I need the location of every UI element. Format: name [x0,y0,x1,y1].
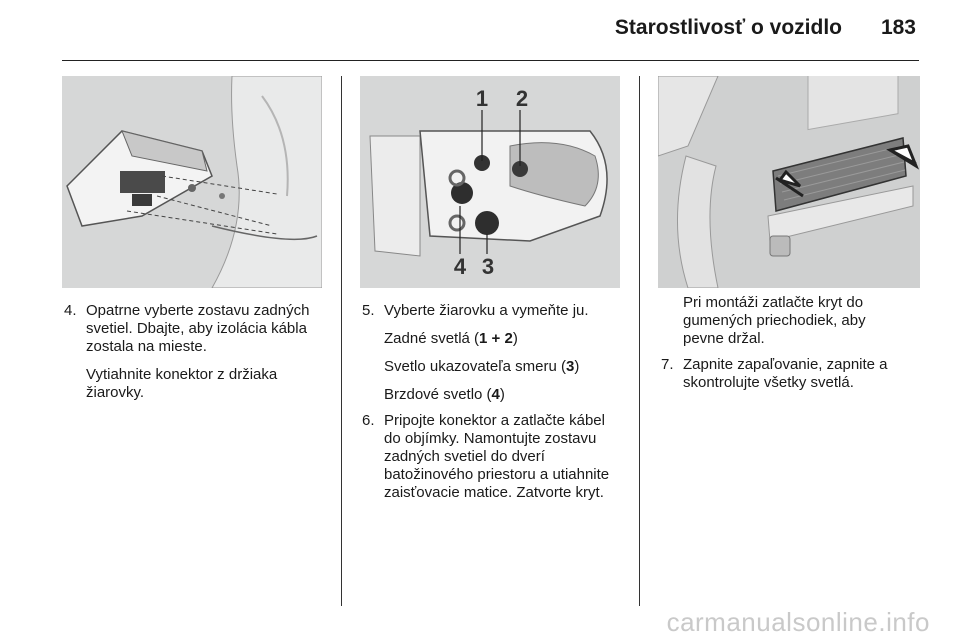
column-3-text [661,294,901,392]
column-divider-right [639,76,640,606]
brake-light-close: ) [499,386,505,403]
step-4 [64,302,326,356]
header-divider [62,60,919,61]
step-4-subtext: Vytiahnite konektor z držiaka žiarovky. [86,366,278,401]
turn-signal-line [362,358,624,376]
cover-install-note: Pri montáži zatlačte kryt do gumených priechodiek, aby pevne držal. [683,294,866,347]
step-4-number: 4. [64,302,77,319]
step-5 [362,302,624,320]
page-number: 183 [880,16,916,39]
brake-light-code: 4 [491,386,500,403]
step-7 [661,356,901,392]
callout-3: 3 [481,254,495,279]
step-7-number: 7. [661,356,674,373]
rear-lights-code: 1 + 2 [479,330,513,347]
figure-cover-installation [658,76,920,288]
rear-lights-close: ) [512,330,518,347]
brake-light-line [362,386,624,404]
step-5-number: 5. [362,302,375,319]
column-2-text [362,302,624,502]
column-divider-left [341,76,342,606]
callout-4: 4 [453,254,467,279]
rear-lights-line [362,330,624,348]
step-4-text: Opatrne vyberte zostavu zadných svetiel. Dbajte, aby izolácia kábla zostala na mieste. [86,302,310,355]
step-5-text: Vyberte žiarovku a vymeňte ju. [384,302,589,319]
section-title: Starostlivosť o vozidlo [614,16,842,39]
step-7-text: Zapnite zapaľovanie, zapnite a skontrolujte všetky svetlá. [683,356,888,391]
figure-taillight-removal [62,76,322,288]
brake-light-label: Brzdové svetlo ( [384,386,492,403]
bulb-positions-illustration [360,76,620,288]
figure-bulb-positions [360,76,620,288]
step-6 [362,412,624,502]
callout-2: 2 [515,86,529,111]
watermark: carmanualsonline.info [666,607,930,637]
rear-lights-label: Zadné svetlá ( [384,330,480,347]
step-6-text: Pripojte konektor a zatlačte kábel do objímky. Namontujte zostavu zadných svetiel do dverí batožinového priestoru a utiahnite zaisťovacie matice. Zatvorte kryt. [384,412,610,501]
turn-signal-label: Svetlo ukazovateľa smeru ( [384,358,566,375]
cover-installation-illustration [658,76,920,288]
page-header [0,16,960,46]
turn-signal-close: ) [574,358,580,375]
turn-signal-code: 3 [565,358,575,375]
taillight-removal-illustration [62,76,322,288]
column-1-text [64,302,326,402]
callout-1: 1 [475,86,489,111]
step-6-number: 6. [362,412,375,429]
